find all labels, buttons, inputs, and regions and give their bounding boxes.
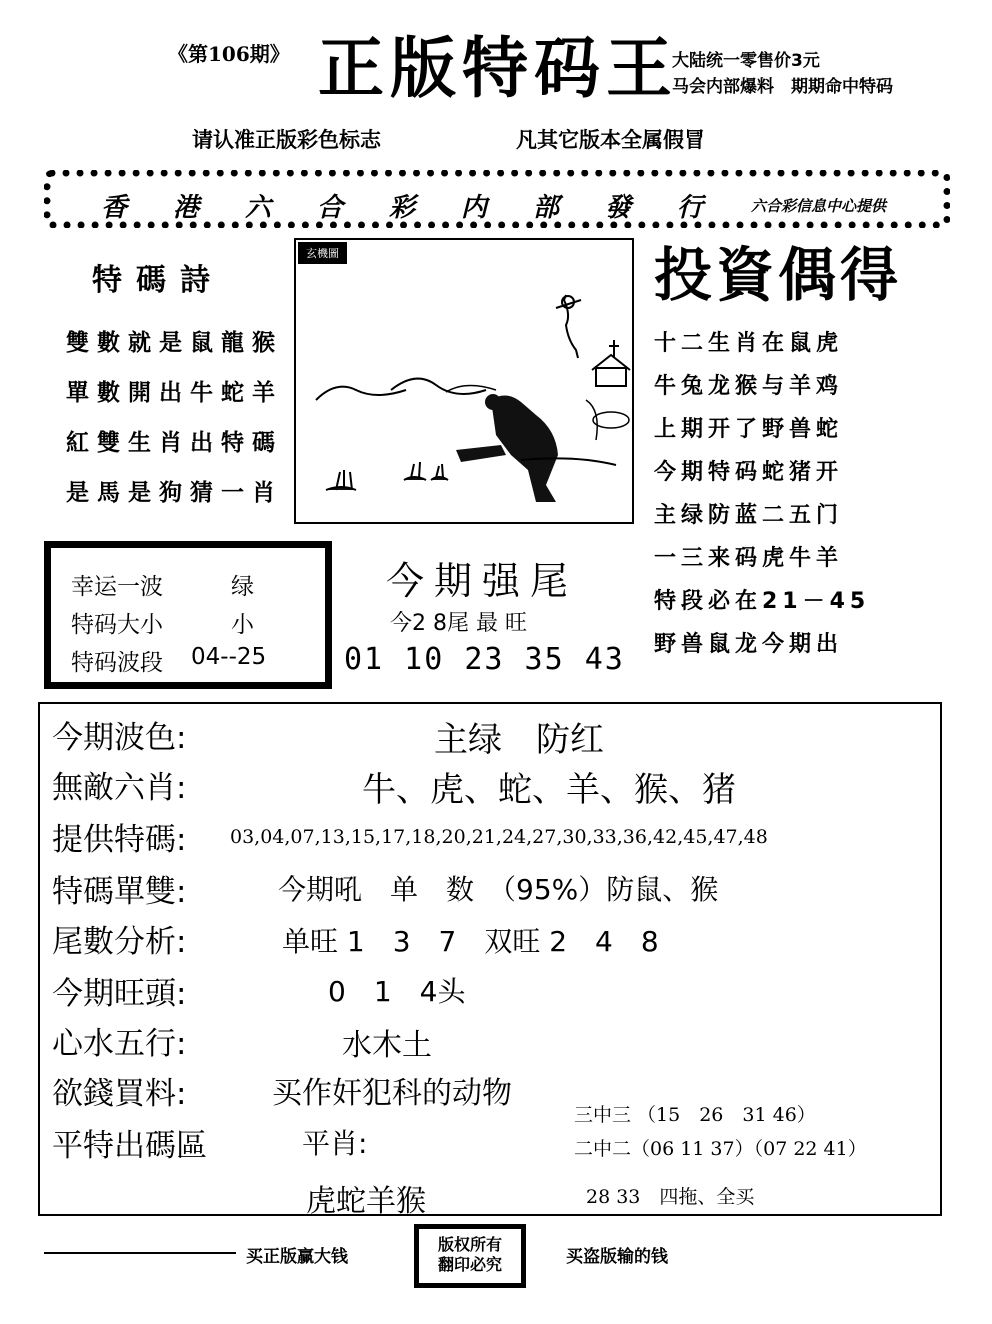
tail-numbers: 01 10 23 35 43 [344, 642, 625, 677]
lucky-label: 特码大小 [71, 612, 163, 638]
tail-analysis-label: 尾數分析: [52, 924, 187, 960]
head-label: 今期旺頭: [52, 976, 187, 1012]
banner-char: 發 [605, 193, 632, 223]
invest-line: 特段必在21－45 [654, 589, 871, 614]
slogan-line: 马会内部爆料 期期命中特码 [672, 77, 893, 97]
lucky-label: 幸运一波 [71, 574, 163, 600]
main-predictions [38, 702, 942, 1219]
wuxing-label: 心水五行: [52, 1026, 187, 1062]
banner-char: 香 [101, 193, 128, 223]
tail-title: 今期强尾 [386, 559, 579, 603]
banner-char: 六 [245, 193, 272, 223]
picture-label: 玄機圖 [298, 242, 347, 264]
copyright-line: 版权所有 [437, 1235, 502, 1254]
farmer-illustration [296, 240, 632, 522]
banner-char: 彩 [389, 193, 416, 223]
footer-right: 买盗版输的钱 [566, 1247, 668, 1267]
poem-line: 雙數就是鼠龍猴 [66, 330, 283, 356]
poem-line: 單數開出牛蛇羊 [66, 380, 283, 406]
lucky-value: 04--25 [191, 644, 267, 670]
issue-number: 《第106期》 [168, 42, 290, 66]
four-tow: 28 33 四拖、全买 [586, 1186, 755, 1208]
three-in-three: 三中三 （15 26 31 46） [574, 1104, 816, 1126]
copyright-box [414, 1224, 526, 1288]
banner-char: 部 [533, 193, 560, 223]
banner-chars [101, 187, 749, 224]
tail-sub: 今2 8尾 最 旺 [390, 611, 527, 636]
lucky-value: 小 [231, 612, 254, 638]
flat-label: 平特出碼區 [52, 1128, 207, 1164]
head-value: 0 1 4头 [328, 975, 466, 1008]
footer-left: 买正版赢大钱 [246, 1247, 348, 1267]
money-value: 买作奸犯科的动物 [272, 1076, 512, 1111]
copyright-line: 翻印必究 [437, 1255, 502, 1274]
poem-title: 特碼詩 [92, 263, 224, 298]
notice-left: 请认准正版彩色标志 [192, 128, 381, 152]
banner-char: 内 [461, 193, 488, 223]
page-title: 正版特码王 [318, 30, 678, 107]
invest-line: 今期特码蛇猪开 [654, 460, 844, 485]
riddle-picture [294, 238, 634, 524]
lucky-value: 绿 [231, 574, 254, 600]
invest-line: 十二生肖在鼠虎 [654, 331, 844, 356]
two-in-two: 二中二（06 11 37）（07 22 41） [574, 1138, 867, 1160]
poem-line: 紅雙生肖出特碼 [66, 430, 283, 456]
flat-animals: 虎蛇羊猴 [306, 1184, 426, 1219]
flat-sub: 平肖: [302, 1127, 368, 1160]
invest-line: 主绿防蓝二五门 [654, 503, 844, 528]
money-label: 欲錢買料: [52, 1076, 187, 1112]
poem-line: 是馬是狗猜一肖 [66, 480, 283, 506]
invest-line: 上期开了野兽蛇 [654, 417, 844, 442]
banner-sub: 六合彩信息中心提供 [751, 197, 887, 215]
invest-line: 一三来码虎牛羊 [654, 546, 844, 571]
invest-line: 野兽鼠龙今期出 [654, 632, 844, 657]
tail-analysis-value: 单旺 1 3 7 双旺 2 4 8 [282, 925, 659, 958]
oddeven-value: 今期吼 单 数 （95%）防鼠、猴 [278, 873, 719, 906]
wuxing-value: 水木土 [342, 1028, 432, 1063]
footer-divider [44, 1252, 236, 1254]
price-info [672, 48, 893, 100]
six-label: 無敵六肖: [52, 770, 187, 806]
notice-right: 凡其它版本全属假冒 [516, 128, 705, 152]
lucky-box [44, 541, 332, 689]
publisher-banner [44, 170, 950, 228]
color-value: 主绿 防红 [434, 720, 604, 760]
color-label: 今期波色: [52, 720, 187, 756]
oddeven-label: 特碼單雙: [52, 874, 187, 910]
price-line: 大陆统一零售价3元 [672, 51, 820, 71]
banner-char: 港 [173, 193, 200, 223]
banner-char: 合 [317, 193, 344, 223]
invest-line: 牛兔龙猴与羊鸡 [654, 374, 844, 399]
provide-label: 提供特碼: [52, 822, 187, 858]
lucky-label: 特码波段 [71, 650, 163, 676]
six-value: 牛、虎、蛇、羊、猴、猪 [362, 770, 736, 810]
banner-char: 行 [677, 193, 704, 223]
invest-title: 投資偶得 [654, 241, 903, 309]
provide-value: 03,04,07,13,15,17,18,20,21,24,27,30,33,36,42,45,47,48 [230, 826, 768, 848]
